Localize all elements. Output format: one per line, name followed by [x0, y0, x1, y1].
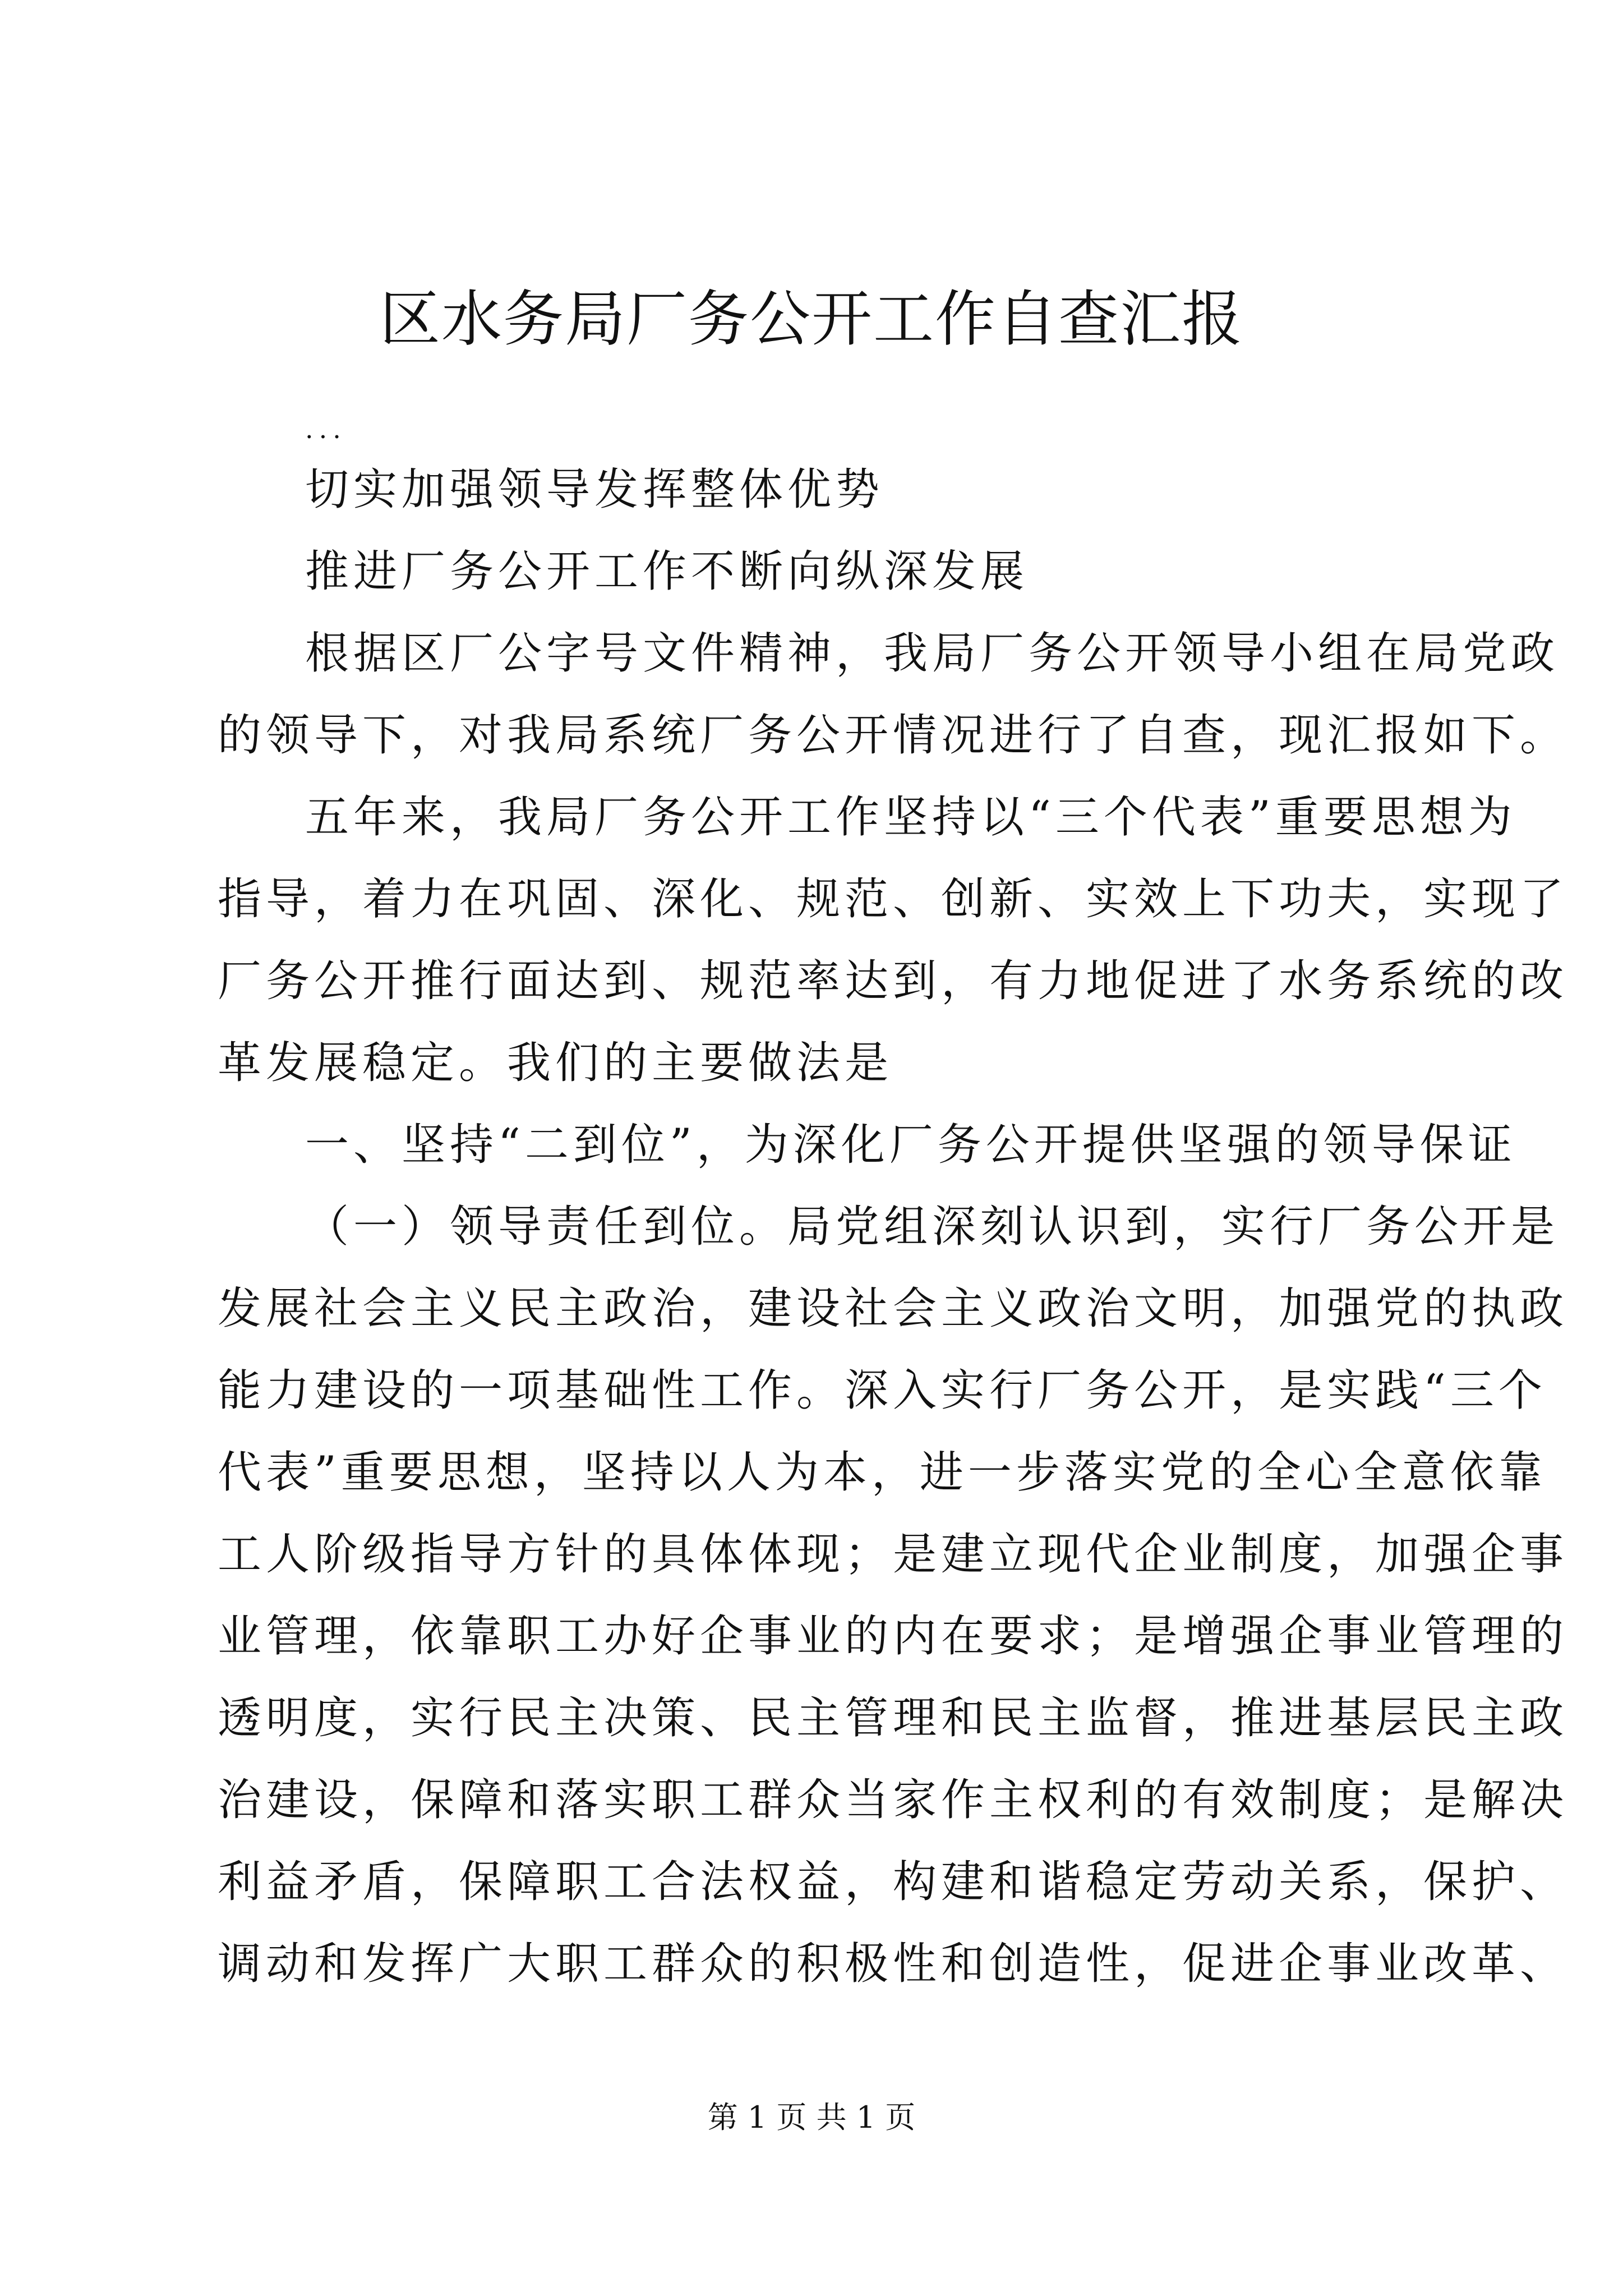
paragraph-3-line-7: 透明度，实行民主决策、民主管理和民主监督，推进基层民主政: [218, 1693, 1569, 1743]
paragraph-3-line-1: （一）领导责任到位。局党组深刻认识到，实行厂务公开是: [305, 1202, 1560, 1252]
document-body: [218, 409, 1569, 2005]
heading-line-1: 切实加强领导发挥整体优势: [305, 464, 884, 515]
paragraph-3-line-5: 工人阶级指导方针的具体体现；是建立现代企业制度，加强企事: [218, 1529, 1569, 1580]
paragraph-3-line-2: 发展社会主义民主政治，建设社会主义政治文明，加强党的执政: [218, 1283, 1569, 1334]
ellipsis-marker: ...: [305, 414, 347, 444]
paragraph-3-line-8: 治建设，保障和落实职工群众当家作主权利的有效制度；是解决: [218, 1775, 1569, 1825]
heading-line-2: 推进厂务公开工作不断向纵深发展: [305, 546, 1029, 597]
paragraph-1-line-1: 根据区厂公字号文件精神，我局厂务公开领导小组在局党政: [305, 628, 1560, 679]
paragraph-3-line-3: 能力建设的一项基础性工作。深入实行厂务公开，是实践“三个: [218, 1365, 1547, 1416]
document-title: 区水务局厂务公开工作自查汇报: [379, 284, 1243, 355]
page-number-footer: 第 1 页 共 1 页: [707, 2100, 916, 2135]
paragraph-3-line-9: 利益矛盾，保障职工合法权益，构建和谐稳定劳动关系，保护、: [218, 1857, 1569, 1907]
paragraph-2-line-3: 厂务公开推行面达到、规范率达到，有力地促进了水务系统的改: [218, 956, 1569, 1006]
paragraph-3-line-6: 业管理，依靠职工办好企事业的内在要求；是增强企事业管理的: [218, 1611, 1569, 1662]
paragraph-1-line-2: 的领导下，对我局系统厂务公开情况进行了自查，现汇报如下。: [218, 710, 1569, 761]
paragraph-2-line-1: 五年来，我局厂务公开工作坚持以“三个代表”重要思想为: [305, 792, 1516, 843]
paragraph-2-line-4: 革发展稳定。我们的主要做法是: [218, 1038, 893, 1088]
section-heading-1: 一、坚持“二到位”，为深化厂务公开提供坚强的领导保证: [305, 1120, 1516, 1170]
paragraph-3-line-4: 代表”重要思想，坚持以人为本，进一步落实党的全心全意依靠: [218, 1447, 1547, 1498]
paragraph-3-line-10: 调动和发挥广大职工群众的积极性和创造性，促进企事业改革、: [218, 1939, 1569, 1989]
paragraph-2-line-2: 指导，着力在巩固、深化、规范、创新、实效上下功夫，实现了: [218, 874, 1569, 924]
